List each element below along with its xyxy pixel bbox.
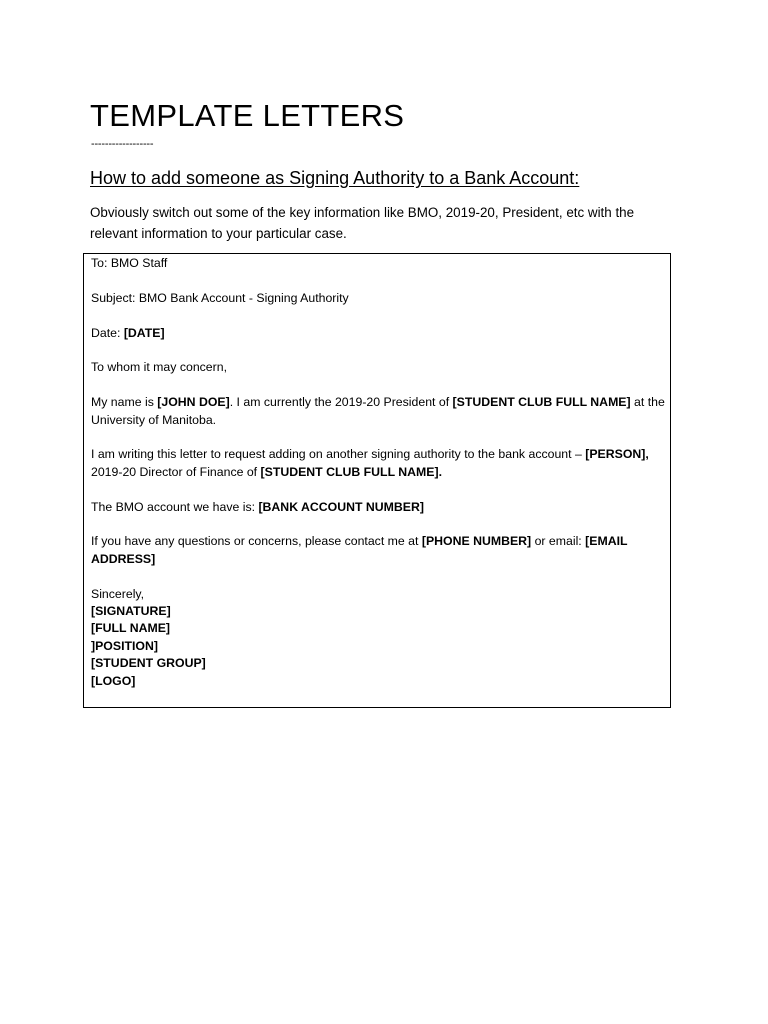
letter-template-box — [83, 253, 671, 708]
letter-paragraph-contact: If you have any questions or concerns, please contact me at [PHONE NUMBER] or email: [EMAIL ADDRESS] — [91, 534, 628, 566]
page-title: TEMPLATE LETTERS — [90, 98, 405, 133]
section-heading: How to add someone as Signing Authority to a Bank Account: — [90, 168, 580, 188]
letter-subject-line: Subject: BMO Bank Account - Signing Authority — [91, 290, 349, 305]
club-name-placeholder: [STUDENT CLUB FULL NAME] — [452, 395, 631, 410]
name-placeholder: [JOHN DOE] — [157, 395, 230, 410]
signature-block — [91, 603, 665, 690]
letter-date-line: Date: [DATE] — [91, 325, 165, 340]
letter-body — [91, 255, 665, 690]
letter-paragraph-intro: My name is [JOHN DOE]. I am currently the 2019-20 President of [STUDENT CLUB FULL NAME] at the University of Manitoba. — [91, 395, 665, 427]
full-name-placeholder: [FULL NAME] — [91, 621, 171, 636]
letter-closing: Sincerely, — [91, 586, 145, 601]
letter-salutation: To whom it may concern, — [91, 360, 227, 375]
club-name-placeholder: [STUDENT CLUB FULL NAME]. — [260, 464, 442, 479]
letter-paragraph-request: I am writing this letter to request adding on another signing authority to the bank account – [PERSON], 2019-20 Director of Finance of [STUDENT CLUB FULL NAME]. — [91, 447, 649, 479]
email-placeholder: [EMAIL ADDRESS] — [91, 534, 628, 566]
student-group-placeholder: [STUDENT GROUP] — [91, 656, 206, 671]
person-placeholder: [PERSON], — [585, 447, 649, 462]
phone-placeholder: [PHONE NUMBER] — [421, 534, 532, 549]
signature-placeholder: [SIGNATURE] — [91, 604, 171, 618]
title-underline-dashes: ------------------ — [91, 138, 154, 150]
date-placeholder: [DATE] — [123, 325, 165, 340]
account-number-placeholder: [BANK ACCOUNT NUMBER] — [258, 499, 424, 514]
letter-to-line: To: BMO Staff — [91, 256, 168, 270]
position-placeholder: ]POSITION] — [91, 638, 158, 653]
letter-paragraph-account: The BMO account we have is: [BANK ACCOUNT NUMBER] — [91, 499, 424, 514]
intro-paragraph: Obviously switch out some of the key information like BMO, 2019-20, President, etc with the relevant information to your particular case. — [90, 205, 635, 241]
logo-placeholder: [LOGO] — [91, 673, 136, 688]
